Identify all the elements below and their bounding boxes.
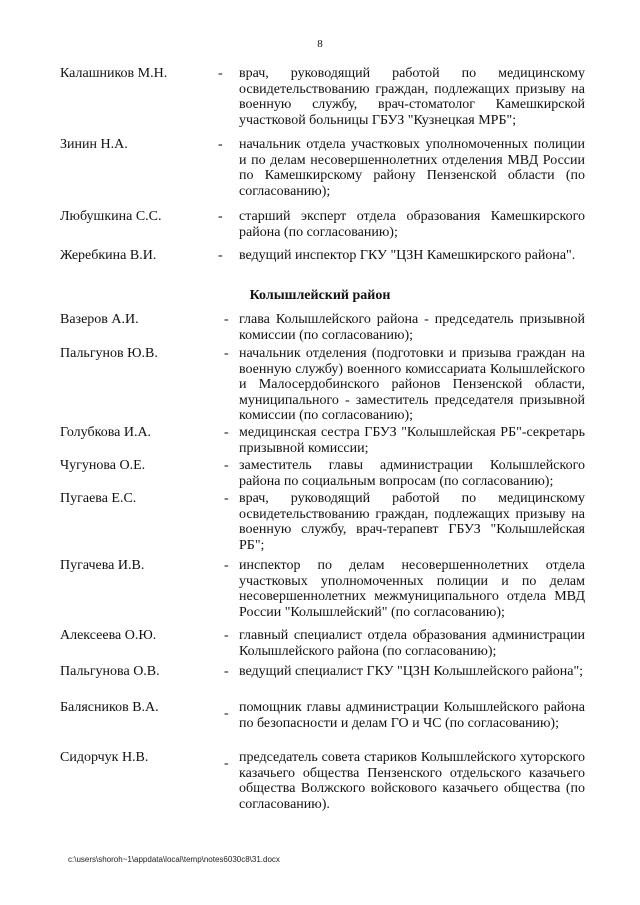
dash-separator: - [224, 458, 229, 473]
dash-separator: - [218, 137, 223, 152]
dash-separator: - [224, 425, 229, 440]
dash-separator: - [224, 312, 229, 327]
page-number: 8 [317, 38, 323, 50]
person-role: старший эксперт отдела образования Камешкирского района (по согласованию); [239, 209, 585, 240]
person-name: Чугунова О.Е. [60, 458, 146, 473]
person-role: заместитель главы администрации Колышлейского района по социальным вопросам (по согласованию); [239, 458, 585, 489]
person-name: Пальгунова О.В. [60, 664, 160, 679]
person-name: Жеребкина В.И. [60, 248, 157, 263]
dash-separator: - [218, 209, 223, 224]
person-role: медицинская сестра ГБУЗ "Колышлейская РБ"-секретарь призывной комиссии; [239, 425, 585, 456]
person-role: начальник отделения (подготовки и призыва граждан на военную службу) военного комиссариата Колышлейского и Малосердобинского районов Пензенской области, муниципального - заместитель председателя призывной комиссии (по согласованию); [239, 346, 585, 424]
person-role: главный специалист отдела образования администрации Колышлейского района (по согласованию); [239, 628, 585, 659]
dash-separator: - [224, 628, 229, 643]
person-role: глава Колышлейского района - председатель призывной комиссии (по согласованию); [239, 312, 585, 343]
dash-separator: - [218, 248, 223, 263]
person-name: Любушкина С.С. [60, 209, 162, 224]
dash-separator: - [224, 664, 229, 679]
person-role: помощник главы администрации Колышлейского района по безопасности и делам ГО и ЧС (по согласованию); [239, 700, 585, 731]
dash-separator: - [224, 756, 229, 771]
person-name: Балясников В.А. [60, 700, 159, 715]
person-name: Зинин Н.А. [60, 137, 128, 152]
footer-file-path: c:\users\shoroh~1\appdata\local\temp\notes6030c8\31.docx [68, 855, 280, 864]
person-name: Голубкова И.А. [60, 425, 152, 440]
dash-separator: - [218, 66, 223, 81]
person-name: Сидорчук Н.В. [60, 750, 149, 765]
person-role: врач, руководящий работой по медицинскому освидетельствованию граждан, подлежащих призыву на военную службу, врач-стоматолог Камешкирской участковой больницы ГБУЗ "Кузнецкая МРБ"; [239, 66, 585, 128]
person-role: председатель совета стариков Колышлейского хуторского казачьего общества Пензенского отдельского казачьего общества Волжского войскового казачьего общества (по согласованию). [239, 750, 585, 812]
person-name: Пальгунов Ю.В. [60, 346, 158, 361]
dash-separator: - [224, 706, 229, 721]
person-role: врач, руководящий работой по медицинскому освидетельствованию граждан, подлежащих призыву на военную службу, врач-терапевт ГБУЗ "Колышлейская РБ"; [239, 491, 585, 553]
person-role: ведущий специалист ГКУ "ЦЗН Колышлейского района"; [239, 664, 584, 679]
person-role: инспектор по делам несовершеннолетних отдела участковых уполномоченных полиции и по делам несовершеннолетних межмуниципального отдела МВД России "Колышлейский" (по согласованию); [239, 558, 585, 620]
person-name: Алексеева О.Ю. [60, 628, 157, 643]
dash-separator: - [224, 558, 229, 573]
person-name: Пугаева Е.С. [60, 491, 137, 506]
person-role: ведущий инспектор ГКУ "ЦЗН Камешкирского района". [239, 248, 576, 263]
person-name: Вазеров А.И. [60, 312, 139, 327]
dash-separator: - [224, 346, 229, 361]
person-role: начальник отдела участковых уполномоченных полиции и по делам несовершеннолетних отделения МВД России по Камешкирскому району Пензенской области (по согласованию); [239, 137, 585, 199]
dash-separator: - [224, 491, 229, 506]
person-name: Пугачева И.В. [60, 558, 145, 573]
section-heading: Колышлейский район [249, 288, 391, 303]
person-name: Калашников М.Н. [60, 66, 168, 81]
